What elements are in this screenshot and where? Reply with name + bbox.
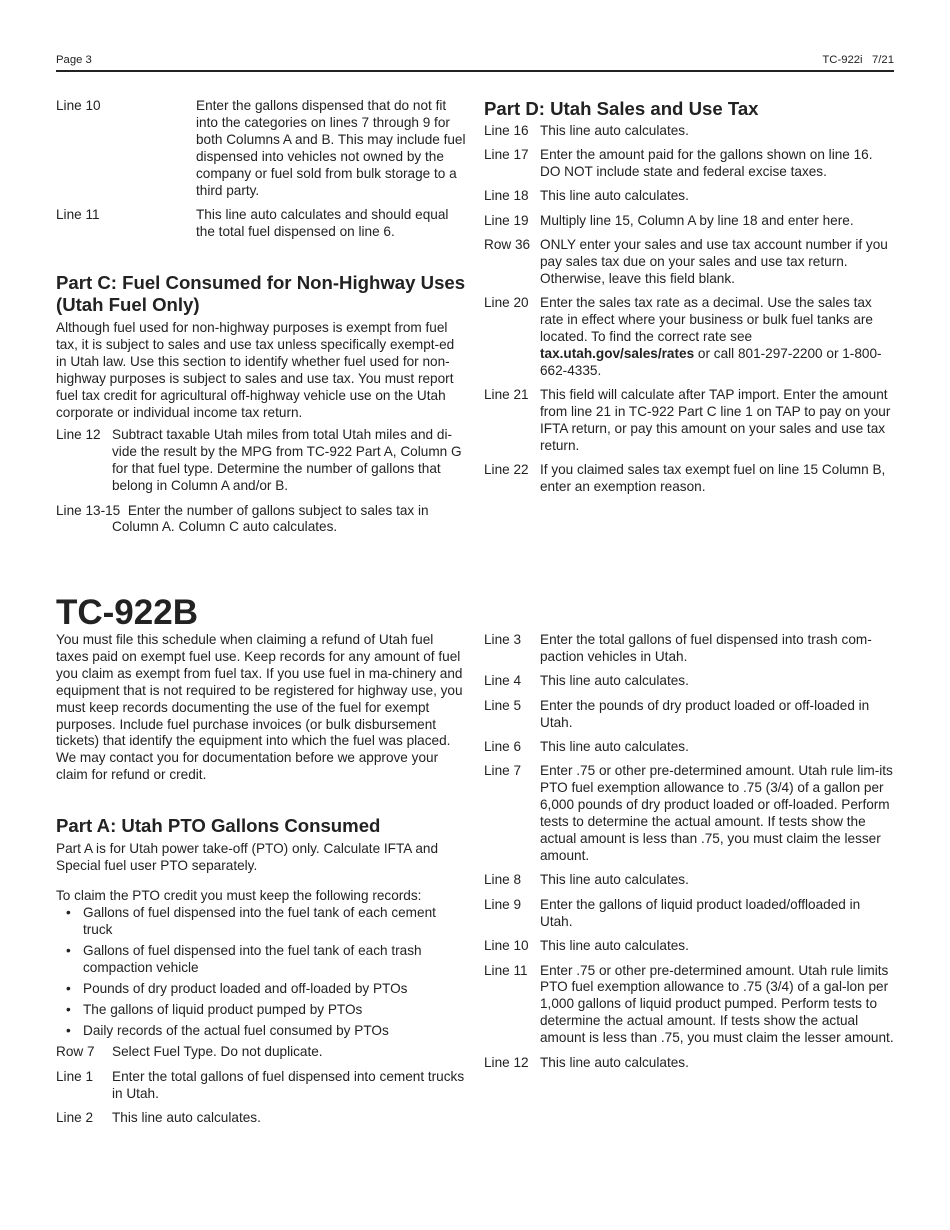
instruction-line [56,427,466,495]
instruction-line [484,963,896,1048]
part-a-intro: Part A is for Utah power take-off (PTO) only. Calculate IFTA and Special fuel user PTO separately. [56,840,439,873]
instruction-line [56,207,466,241]
line-text: Multiply line 15, Column A by line 18 and enter here. [540,212,854,228]
records-intro: To claim the PTO credit you must keep the following records: [56,888,422,904]
line-text: This line auto calculates. [540,188,689,204]
line-label: Line 10 [56,98,101,113]
instruction-line [484,763,896,864]
top-left-column [56,98,466,248]
line-label: Line 10 [484,938,529,954]
line-label: Line 12 [484,1054,529,1070]
list-item-text: Gallons of fuel dispensed into the fuel tank of each trash compaction vehicle [83,943,422,976]
line-text: Enter .75 or other pre-determined amount. Utah rule lim-its PTO fuel exemption allowance to .75 (3/4) of a gallon per 6,000 pounds of dry product loaded or off-loaded. Perform tests to determine the actual amount. If tests show the actual amount is less than .75, you must claim the lesser amount. [540,763,893,863]
instruction-line [484,237,896,288]
line-text: If you claimed sales tax exempt fuel on line 15 Column B, enter an exemption reason. [540,462,886,495]
tc922b-title: TC-922B [56,593,198,632]
sales-rates-link[interactable]: tax.utah.gov/sales/rates [540,345,695,361]
line-label: Line 12 [56,427,101,443]
instruction-line [484,295,896,380]
instruction-line [56,503,466,537]
line-label: Line 17 [484,146,529,162]
line-text: This line auto calculates. [540,739,689,755]
instruction-line [484,188,896,205]
list-item [56,905,466,939]
line-text: Enter the pounds of dry product loaded or off-loaded in Utah. [540,697,870,730]
line-text: Enter the gallons of liquid product loaded/offloaded in Utah. [540,896,861,929]
instruction-line [56,1044,466,1061]
part-d-section [484,98,896,504]
line-text: This line auto calculates. [540,938,689,954]
instruction-line [484,938,896,955]
part-c-title [56,272,466,315]
line-text: This line auto calculates. [540,122,689,138]
line-label: Line 20 [484,295,529,311]
tc922b-left-column [56,594,466,1134]
line-label: Row 36 [484,237,531,253]
instruction-line [484,872,896,889]
line-text: Enter .75 or other pre-determined amount. Utah rule limits PTO fuel exemption allowance to .75 (3/4) of a gal-lon per 1,000 gallons of liquid product pumped. Perform tests to determine the actual amount. If tests show the actual amount is less than .75, you must claim the lesser amount. [540,962,894,1046]
line-label: Line 18 [484,188,529,204]
form-code-id: TC-922i [822,54,863,66]
header-rule [56,70,894,72]
line-label: Line 4 [484,673,522,689]
list-item [56,1023,466,1040]
records-list [56,905,466,1040]
list-item-text: The gallons of liquid product pumped by PTOs [83,1002,363,1018]
instruction-line [484,673,896,690]
part-c-title-line2: (Utah Fuel Only) [56,293,200,315]
line-label: Line 5 [484,697,522,713]
tc922b-intro: You must file this schedule when claiming a refund of Utah fuel taxes paid on exempt fuel use. Keep records for any amount of fuel you claim as exempt from fuel tax. If you use fuel in ma-chinery and equipment that is not required to be registered for highway use, you must keep records documenting the use of the fuel for exempt purposes. Include fuel purchase invoices (or bulk disbursement tickets) that identify the equipment into which the fuel was placed. We may contact you for documentation before we approve your claim for refund or credit. [56,632,463,783]
part-c-intro: Although fuel used for non-highway purposes is exempt from fuel tax, it is subject to sales and use tax unless specifically exempt-ed in Utah law. Use this section to identify whether fuel used for non-highway purposes is subject to sales and use tax. You must report fuel tax credit for agricultural off-highway vehicle use on the Utah corporate or individual income tax return. [56,320,455,420]
line-label: Line 19 [484,212,529,228]
instruction-line [56,1110,466,1127]
line-label: Line 11 [484,962,528,978]
list-item [56,1002,466,1019]
line20-text-post: or call 801-297-2200 or 1-800-662-4335. [540,345,882,378]
line-text: Enter the amount paid for the gallons shown on line 16. DO NOT include state and federal excise taxes. [540,146,873,179]
line-text: Enter the number of gallons subject to sales tax in Column A. Column C auto calculates. [112,502,429,535]
part-a-title: Part A: Utah PTO Gallons Consumed [56,815,381,837]
part-d-title: Part D: Utah Sales and Use Tax [484,98,759,119]
instruction-line [484,632,896,666]
line-text: ONLY enter your sales and use tax account number if you pay sales tax due on your sales and use tax return. Otherwise, leave this field blank. [540,237,888,286]
instruction-line [484,739,896,756]
instruction-line [484,462,896,496]
page-number: Page 3 [56,54,92,66]
bullet-icon: • [66,981,71,997]
part-c-title-line1: Part C: Fuel Consumed for Non-Highway Uses [56,272,466,293]
line-text: This line auto calculates. [540,1054,689,1070]
line-label: Line 3 [484,632,522,647]
line-label: Line 7 [484,763,522,779]
line-label: Line 16 [484,122,529,138]
line-label: Line 21 [484,387,529,403]
bullet-icon: • [66,1002,71,1018]
line-text [540,295,896,380]
bullet-icon: • [66,905,71,921]
instruction-line [484,698,896,732]
line-text: This line auto calculates. [540,673,689,689]
form-code [822,53,894,67]
line-text: This line auto calculates. [540,872,689,888]
line-label: Line 11 [56,206,100,222]
list-item [56,943,466,977]
line-label: Line 2 [56,1109,94,1125]
instruction-line [484,147,896,181]
instruction-line [484,123,896,140]
line-label: Line 6 [484,739,522,755]
line-label: Line 22 [484,462,529,478]
instruction-line [484,897,896,931]
line-text: Enter the total gallons of fuel dispensed into cement trucks in Utah. [112,1068,465,1101]
line-text: This line auto calculates. [112,1109,261,1125]
part-c-section [56,272,466,544]
instruction-line [484,387,896,455]
line-label: Line 9 [484,896,522,912]
instruction-line [484,213,896,230]
bullet-icon: • [66,943,71,959]
list-item [56,981,466,998]
tc922b-right-column [484,632,896,1079]
line-text: Select Fuel Type. Do not duplicate. [112,1044,323,1060]
form-date: 7/21 [872,54,894,66]
line20-text-pre: Enter the sales tax rate as a decimal. Use the sales tax rate in effect where your business or bulk fuel tanks are located. To find the correct rate see [540,295,873,345]
line-label: Line 1 [56,1068,94,1084]
line-text: Enter the total gallons of fuel dispensed into trash com-paction vehicles in Utah. [540,632,872,664]
line-label: Row 7 [56,1044,95,1060]
list-item-text: Gallons of fuel dispensed into the fuel tank of each cement truck [83,905,436,938]
line-label: Line 13-15 [56,502,121,518]
line-text: Enter the gallons dispensed that do not fit into the categories on lines 7 through 9 for both Columns A and B. This may include fuel dispensed into vehicles not owned by the company or fuel sold from bulk storage to a third party. [196,98,466,198]
line-text: Subtract taxable Utah miles from total Utah miles and di-vide the result by the MPG from TC-922 Part A, Column G for that fuel type. Determine the number of gallons that belong in Column A and/or B. [112,427,462,494]
bullet-icon: • [66,1023,71,1039]
list-item-text: Daily records of the actual fuel consumed by PTOs [83,1023,389,1039]
instruction-line [56,98,466,199]
instruction-line [56,1069,466,1103]
instruction-line [484,1055,896,1072]
line-text: This field will calculate after TAP import. Enter the amount from line 21 in TC-922 Part C line 1 on TAP to pay on your IFTA return, or pay this amount on your sales and use tax return. [540,387,891,453]
line-label: Line 8 [484,872,522,888]
list-item-text: Pounds of dry product loaded and off-loaded by PTOs [83,981,408,997]
line-text: This line auto calculates and should equal the total fuel dispensed on line 6. [196,206,449,239]
